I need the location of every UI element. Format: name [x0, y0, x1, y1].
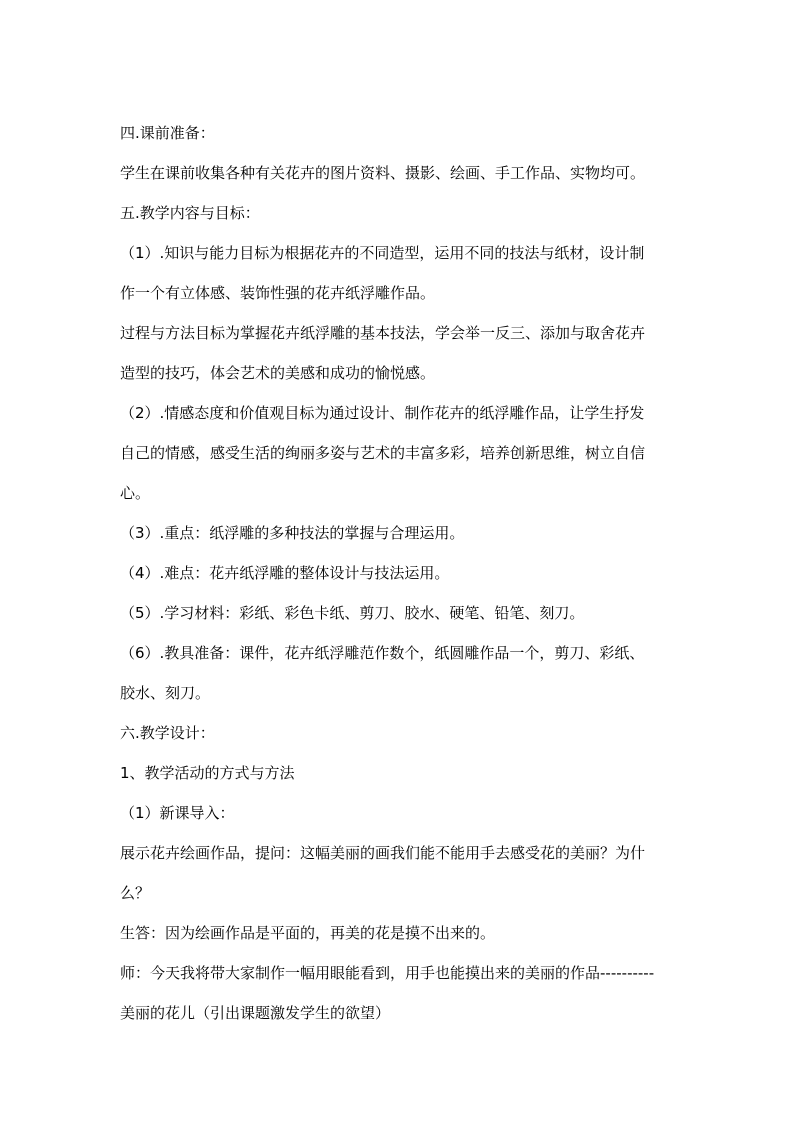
paragraph-line: 过程与方法目标为掌握花卉纸浮雕的基本技法，学会举一反三、添加与取舍花卉	[120, 324, 646, 342]
paragraph-line: 美丽的花儿（引出课题激发学生的欲望）	[120, 1004, 391, 1022]
paragraph-line: （1）.知识与能力目标为根据花卉的不同造型，运用不同的技法与纸材，设计制	[120, 244, 645, 262]
paragraph-line: 生答：因为绘画作品是平面的，再美的花是摸不出来的。	[120, 924, 496, 942]
section-heading-content-goals: 五.教学内容与目标：	[120, 204, 260, 222]
paragraph-line: （2）.情感态度和价值观目标为通过设计、制作花卉的纸浮雕作品，让学生抒发	[120, 404, 645, 422]
paragraph-line: 造型的技巧，体会艺术的美感和成功的愉悦感。	[120, 364, 436, 382]
paragraph-line: 作一个有立体感、装饰性强的花卉纸浮雕作品。	[120, 284, 436, 302]
paragraph-line: （5）.学习材料：彩纸、彩色卡纸、剪刀、胶水、硬笔、铅笔、刻刀。	[120, 604, 585, 622]
subheading-line: （1）新课导入：	[120, 804, 235, 822]
document-body	[120, 113, 680, 1033]
paragraph-line: 师：今天我将带大家制作一幅用眼能看到，用手也能摸出来的美丽的作品----------	[120, 964, 655, 982]
subheading-line: 1、教学活动的方式与方法	[120, 764, 295, 782]
paragraph-line: （6）.教具准备：课件，花卉纸浮雕范作数个，纸圆雕作品一个，剪刀、彩纸、	[120, 644, 645, 662]
paragraph-line: （4）.难点：花卉纸浮雕的整体设计与技法运用。	[120, 564, 450, 582]
paragraph-line: 胶水、刻刀。	[120, 684, 211, 702]
section-heading-preparation: 四.课前准备：	[120, 124, 215, 142]
paragraph-line: 自己的情感，感受生活的绚丽多姿与艺术的丰富多彩，培养创新思维，树立自信	[120, 444, 646, 462]
paragraph-line: 学生在课前收集各种有关花卉的图片资料、摄影、绘画、手工作品、实物均可。	[120, 164, 646, 182]
paragraph-line: （3）.重点：纸浮雕的多种技法的掌握与合理运用。	[120, 524, 465, 542]
paragraph-line: 心。	[120, 484, 151, 502]
paragraph-line: 么？	[120, 884, 151, 902]
paragraph-line: 展示花卉绘画作品，提问：这幅美丽的画我们能不能用手去感受花的美丽？为什	[120, 844, 646, 862]
section-heading-teaching-design: 六.教学设计：	[120, 724, 215, 742]
